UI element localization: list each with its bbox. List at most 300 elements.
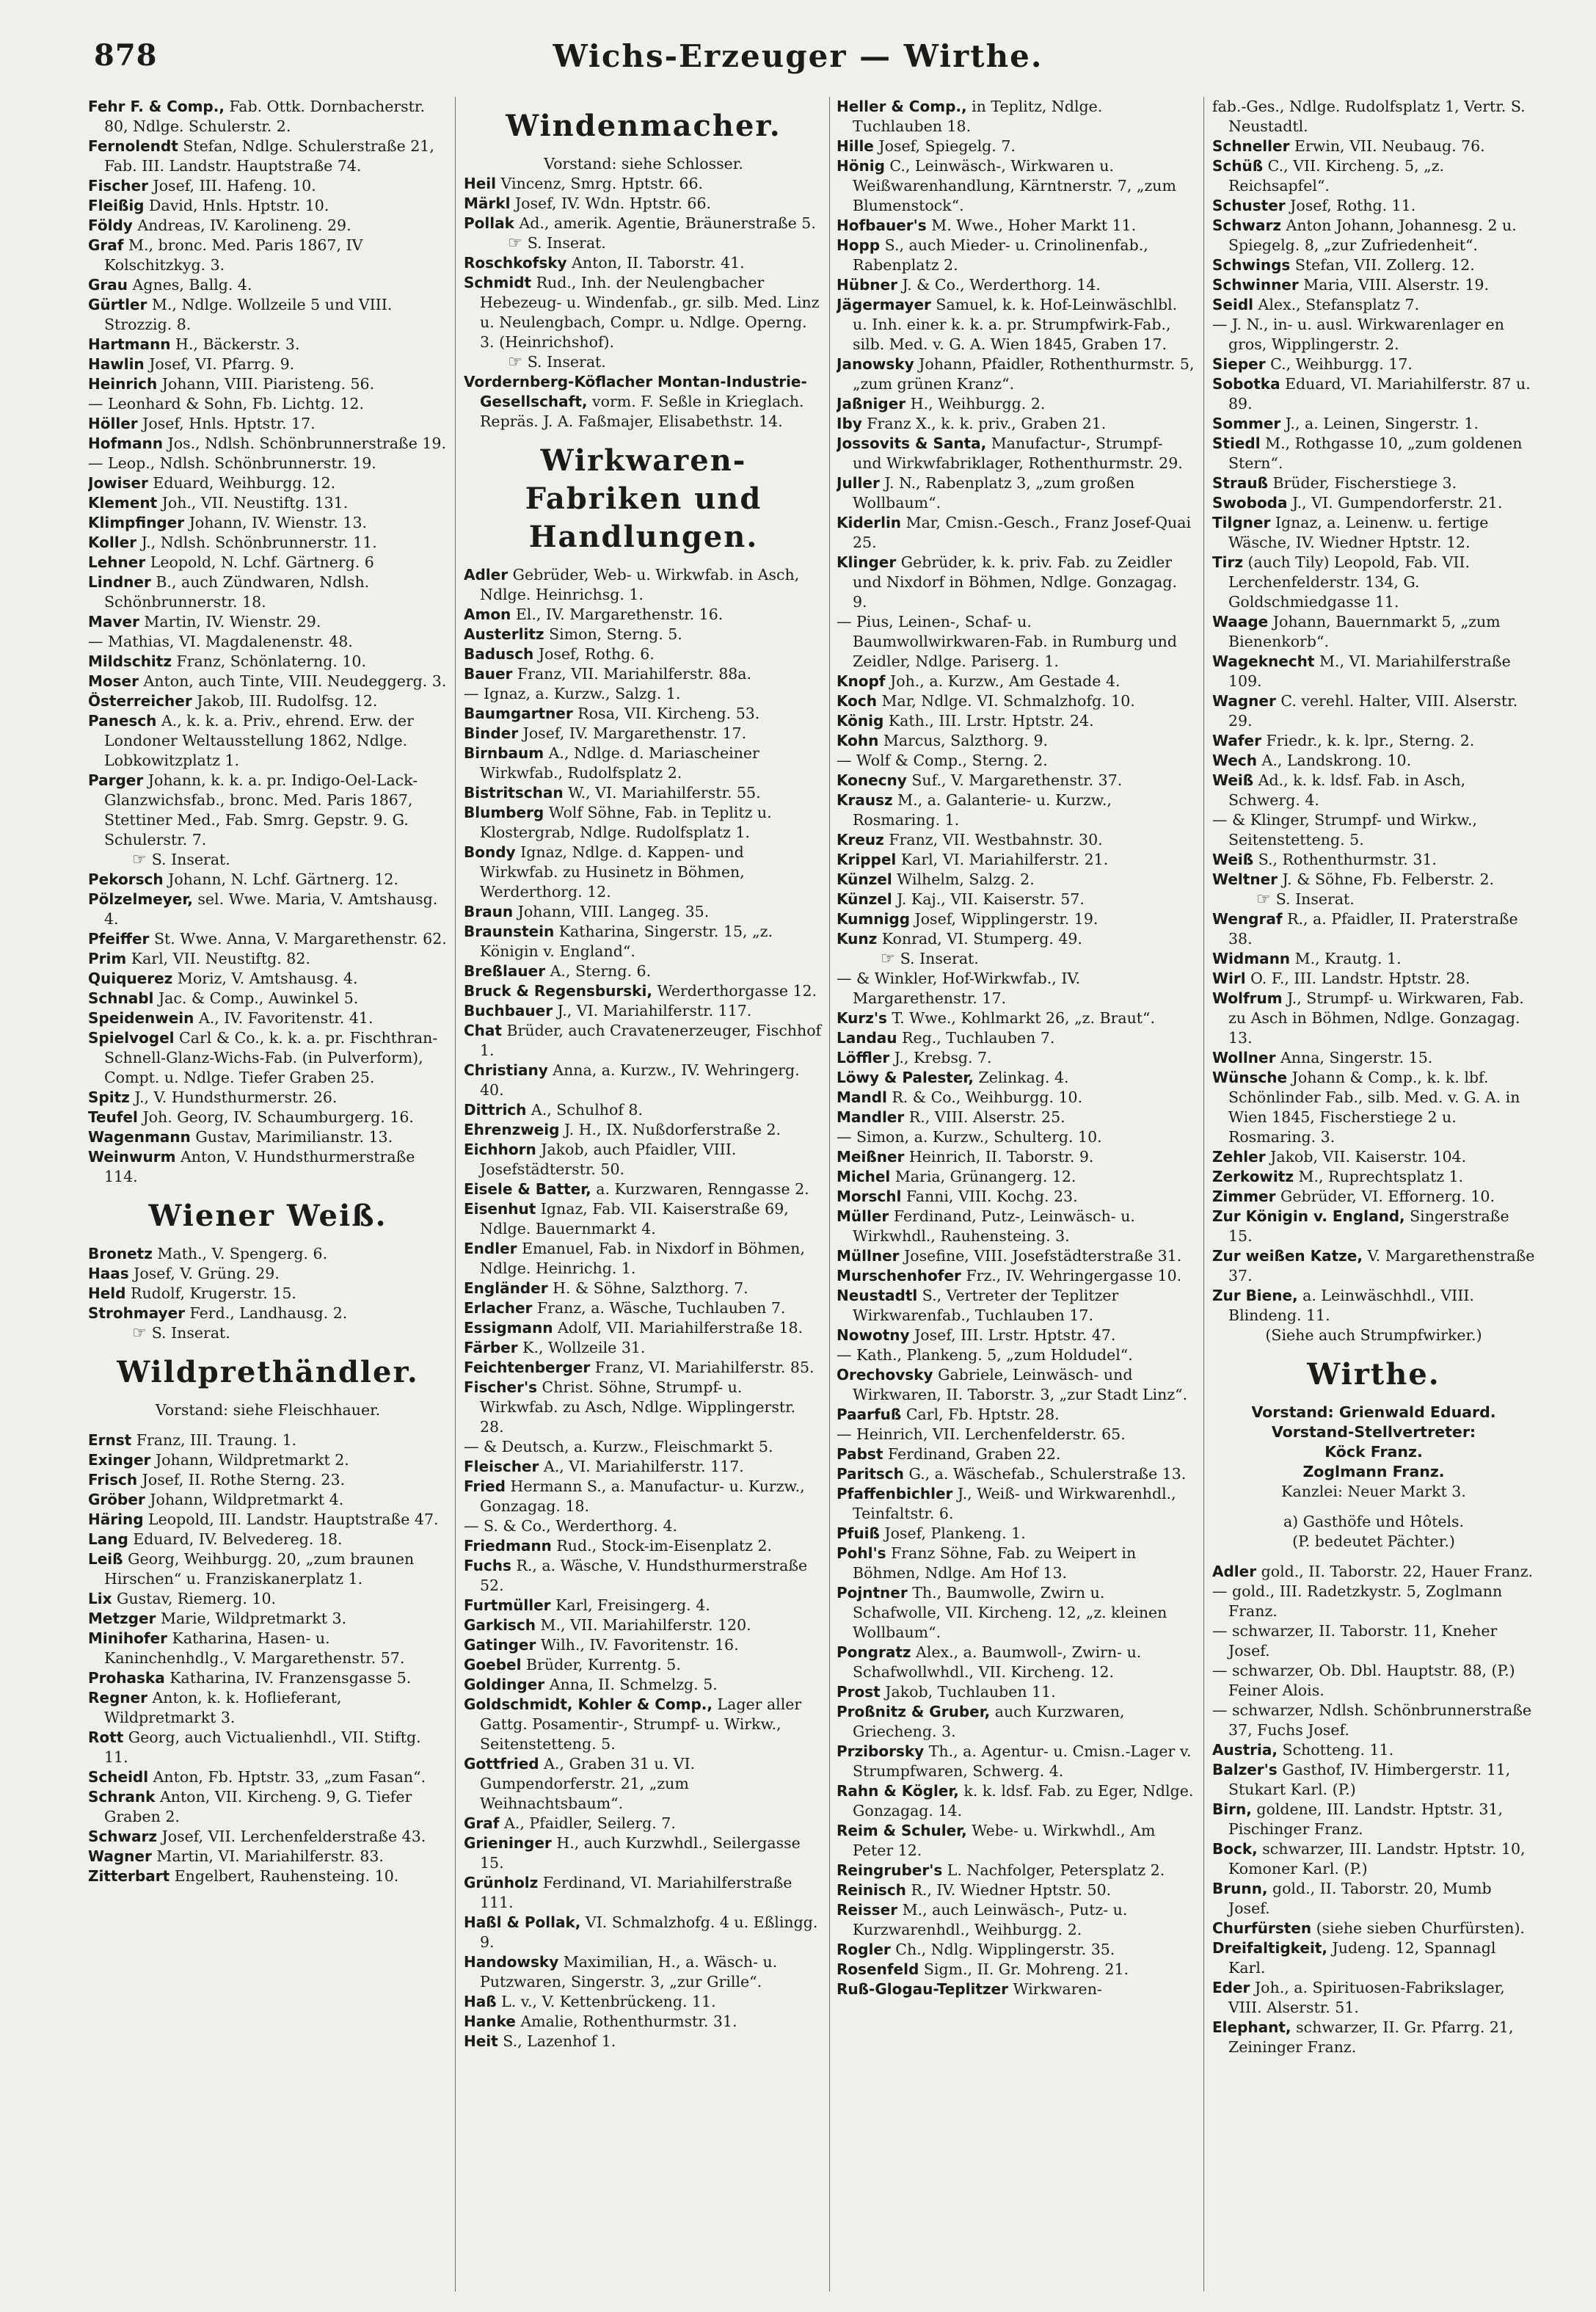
- directory-entry: [1212, 1760, 1535, 1800]
- entry-name: Fleischer: [464, 1458, 539, 1475]
- entry-name: Graf: [464, 1814, 500, 1832]
- section-subline: Kanzlei: Neuer Markt 3.: [1281, 1483, 1466, 1500]
- entry-name: Binder: [464, 724, 519, 742]
- directory-entry: [464, 744, 823, 783]
- entry-details: vorm. F. Seßle in Krieglach. Repräs. J. A. Faßmajer, Elisabethstr. 14.: [480, 393, 804, 430]
- entry-details: Andreas, IV. Karolineng. 29.: [137, 217, 351, 234]
- directory-entry: [88, 711, 448, 771]
- entry-name: Austerlitz: [464, 625, 544, 643]
- directory-entry: [1212, 295, 1535, 315]
- entry-details: — Mathias, VI. Magdalenenstr. 48.: [88, 633, 353, 650]
- directory-entry: [88, 434, 448, 454]
- entry-details: Wilh., IV. Favoritenstr. 16.: [540, 1636, 739, 1654]
- entry-details: Gabriele, Leinwäsch- und Wirkwaren, II. Taborstr. 3, „zur Stadt Linz“.: [853, 1366, 1188, 1403]
- entry-details: Stefan, VII. Zollerg. 12.: [1294, 256, 1475, 274]
- directory-entry: [464, 1833, 823, 1873]
- entry-details: Jakob, VII. Kaiserstr. 104.: [1270, 1148, 1467, 1166]
- column-rule: [455, 97, 456, 2291]
- entry-name: Pfaffenbichler: [837, 1485, 953, 1502]
- entry-name: Goldschmidt, Kohler & Comp.,: [464, 1695, 713, 1713]
- entry-details: Emanuel, Fab. in Nixdorf in Böhmen, Ndlge. Heinrichg. 1.: [480, 1240, 805, 1277]
- entry-name: Grünholz: [464, 1874, 539, 1891]
- column-2: [464, 97, 823, 2291]
- directory-entry: [837, 1980, 1196, 1999]
- entry-name: Krausz: [837, 791, 893, 809]
- directory-entry: [837, 1583, 1196, 1643]
- entry-details: Gustav, Riemerg. 10.: [117, 1590, 277, 1607]
- entry-details: J., Ndlsh. Schönbrunnerstr. 11.: [141, 534, 377, 551]
- entry-details: Georg, auch Victualienhdl., VII. Stiftg. 11.: [104, 1728, 421, 1766]
- directory-entry: [464, 1695, 823, 1754]
- entry-details: J. H., IX. Nußdorferstraße 2.: [564, 1121, 781, 1138]
- entry-details: — Kath., Plankeng. 5, „zum Holdudel“.: [837, 1346, 1133, 1364]
- directory-entry: [837, 1960, 1196, 1980]
- entry-details: Heinrich, II. Taborstr. 9.: [908, 1148, 1094, 1166]
- entry-details: Reg., Tuchlauben 7.: [902, 1029, 1055, 1047]
- entry-name: Pollak: [464, 214, 514, 232]
- entry-details: — schwarzer, II. Taborstr. 11, Kneher Josef.: [1212, 1622, 1498, 1660]
- entry-name: Rogler: [837, 1941, 891, 1958]
- entry-details: sel. Wwe. Maria, V. Amtshausg. 4.: [104, 890, 438, 928]
- directory-entry: [837, 1365, 1196, 1405]
- entry-details: Eduard, IV. Belvedereg. 18.: [133, 1530, 343, 1548]
- entry-details: J. N., Rabenplatz 3, „zum großen Wollbaum“.: [853, 474, 1135, 512]
- entry-details: Carl, Fb. Hptstr. 28.: [906, 1406, 1060, 1423]
- spacer: [88, 1420, 448, 1431]
- directory-entry: [88, 612, 448, 632]
- directory-entry: [464, 1477, 823, 1516]
- entry-details: Samuel, k. k. Hof-Leinwäschlbl. u. Inh. einer k. k. a. pr. Strumpfwirk-Fab., silb. Med. v. G. A. Wien 1845, Graben 17.: [853, 296, 1178, 353]
- directory-entry: [88, 1549, 448, 1589]
- entry-name: Schuster: [1212, 197, 1286, 214]
- directory-entry: [464, 684, 823, 704]
- entry-details: K., Wollzeile 31.: [522, 1339, 646, 1356]
- entry-name: Baumgartner: [464, 705, 573, 722]
- entry-details: J., VI. Mariahilferstr. 117.: [557, 1002, 752, 1019]
- entry-name: Landau: [837, 1029, 897, 1047]
- entry-details: Fanni, VIII. Kochg. 23.: [906, 1188, 1078, 1205]
- entry-details: Franz, VII. Mariahilferstr. 88a.: [517, 665, 752, 683]
- entry-details: M., Rothgasse 10, „zum goldenen Stern“.: [1228, 435, 1523, 472]
- directory-entry: [464, 1675, 823, 1695]
- entry-name: Wafer: [1212, 732, 1261, 749]
- entry-name: Lix: [88, 1590, 112, 1607]
- entry-name: Wageknecht: [1212, 652, 1315, 670]
- directory-entry: [1212, 1800, 1535, 1839]
- cross-reference-note: (Siehe auch Strumpfwirker.): [1265, 1326, 1482, 1344]
- entry-name: Schwings: [1212, 256, 1291, 274]
- directory-entry: [88, 1490, 448, 1510]
- entry-details: Jac. & Comp., Auwinkel 5.: [158, 989, 359, 1007]
- directory-entry: [1212, 1187, 1535, 1207]
- directory-entry: [1212, 216, 1535, 255]
- entry-details: Rud., Inh. der Neulengbacher Hebezeug- u. Windenfab., gr. silb. Med. Linz u. Neulengbach, Compr. u. Ndlge. Operng. 3. (Heinrichshof).: [480, 274, 820, 351]
- directory-entry: [464, 664, 823, 684]
- directory-entry: [464, 2012, 823, 2032]
- directory-entry: [88, 572, 448, 612]
- directory-entry: [837, 1207, 1196, 1246]
- entry-name: Zur Königin v. England,: [1212, 1207, 1405, 1225]
- entry-details: Franz, VII. Westbahnstr. 30.: [889, 831, 1103, 848]
- entry-details: — & Winkler, Hof-Wirkwfab., IV. Margarethenstr. 17.: [837, 970, 1081, 1007]
- entry-details: Konrad, VI. Stumperg. 49.: [881, 930, 1082, 948]
- directory-entry: [88, 275, 448, 295]
- entry-name: Spielvogel: [88, 1029, 175, 1047]
- entry-name: Rosenfeld: [837, 1960, 919, 1978]
- entry-name: Kurz's: [837, 1009, 887, 1027]
- directory-entry: [88, 414, 448, 434]
- entry-name: Pongratz: [837, 1643, 911, 1661]
- directory-entry: [88, 969, 448, 989]
- entry-details: schwarzer, II. Gr. Pfarrg. 21, Zeininger Franz.: [1228, 2018, 1514, 2056]
- directory-entry: [1212, 969, 1535, 989]
- entry-details: David, Hnls. Hptstr. 10.: [149, 197, 329, 214]
- page-header: [0, 0, 1596, 81]
- entry-name: Paritsch: [837, 1465, 904, 1483]
- directory-entry: [1212, 414, 1535, 434]
- entry-name: Knopf: [837, 672, 886, 690]
- entry-details: Adolf, VII. Mariahilferstraße 18.: [558, 1319, 804, 1337]
- entry-name: Klimpfinger: [88, 514, 185, 531]
- entry-details: Joh. Georg, IV. Schaumburgerg. 16.: [142, 1108, 414, 1126]
- directory-entry: [88, 1530, 448, 1549]
- entry-details: Josef, II. Rothe Sterng. 23.: [142, 1471, 346, 1488]
- entry-name: Klement: [88, 494, 158, 512]
- entry-details: C., VII. Kircheng. 5, „z. Reichsapfel“.: [1228, 157, 1445, 195]
- directory-entry: [464, 843, 823, 902]
- directory-entry: [88, 553, 448, 572]
- column-rule: [829, 97, 830, 2291]
- entry-details: a. Kurzwaren, Renngasse 2.: [596, 1180, 809, 1198]
- entry-name: Pojntner: [837, 1584, 908, 1602]
- entry-details: Sigm., II. Gr. Mohreng. 21.: [923, 1960, 1129, 1978]
- entry-details: Judeng. 12, Spannagl Karl.: [1228, 1939, 1496, 1977]
- directory-entry: [837, 394, 1196, 414]
- directory-entry: [88, 394, 448, 414]
- entry-details: Frz., IV. Wehringergasse 10.: [966, 1267, 1182, 1284]
- directory-entry: [88, 1767, 448, 1787]
- entry-name: Blumberg: [464, 804, 544, 821]
- entry-details: — & Klinger, Strumpf- und Wirkw., Seitenstetteng. 5.: [1212, 811, 1478, 848]
- entry-name: Heller & Comp.,: [837, 98, 967, 115]
- entry-details: M., Ruprechtsplatz 1.: [1298, 1168, 1464, 1185]
- directory-entry: [88, 295, 448, 335]
- entry-details: Josef, Rothg. 11.: [1290, 197, 1416, 214]
- directory-entry: [88, 355, 448, 374]
- directory-entry: [464, 565, 823, 605]
- directory-entry: [837, 1702, 1196, 1742]
- directory-entry: [837, 1167, 1196, 1187]
- entry-details: Ad., amerik. Agentie, Bräunerstraße 5.: [519, 214, 816, 232]
- directory-entry: [1212, 1740, 1535, 1760]
- entry-details: Anna, II. Schmelzg. 5.: [549, 1676, 718, 1693]
- directory-entry: [837, 216, 1196, 236]
- entry-details: Anton, V. Hundsthurmerstraße 114.: [104, 1148, 415, 1185]
- entry-name: Christiany: [464, 1061, 548, 1079]
- entry-details: Georg, Weihburgg. 20, „zum braunen Hirschen“ u. Franziskanerplatz 1.: [104, 1550, 415, 1588]
- directory-entry: [837, 870, 1196, 890]
- entry-details: Anton, auch Tinte, VIII. Neudeggerg. 3.: [143, 672, 447, 690]
- entry-name: Jowiser: [88, 474, 148, 492]
- directory-entry: [88, 513, 448, 533]
- entry-name: Zur Biene,: [1212, 1287, 1298, 1304]
- entry-name: Juller: [837, 474, 880, 492]
- directory-entry: [837, 1781, 1196, 1821]
- entry-name: Wagner: [1212, 692, 1276, 710]
- entry-details: Gustav, Marimilianstr. 13.: [195, 1128, 393, 1146]
- entry-name: Schwinner: [1212, 276, 1299, 294]
- directory-entry: [88, 1088, 448, 1108]
- directory-entry: [88, 929, 448, 949]
- directory-entry: [1212, 1978, 1535, 2018]
- entry-name: Heinrich: [88, 375, 158, 393]
- directory-entry: [1212, 1562, 1535, 1582]
- entry-details: gold., II. Taborstr. 20, Mumb Josef.: [1228, 1880, 1492, 1917]
- directory-entry: [837, 909, 1196, 929]
- entry-details: Josef, III. Hafeng. 10.: [153, 177, 316, 195]
- entry-name: Bronetz: [88, 1245, 153, 1262]
- entry-name: Friedmann: [464, 1537, 552, 1555]
- entry-name: Minihofer: [88, 1629, 167, 1647]
- directory-entry: [464, 1318, 823, 1338]
- entry-name: Wirl: [1212, 970, 1246, 987]
- entry-name: Pfeiffer: [88, 930, 150, 948]
- entry-details: H., Bäckerstr. 3.: [175, 335, 300, 353]
- entry-details: M., bronc. Med. Paris 1867, IV Kolschitzkyg. 3.: [104, 236, 363, 274]
- entry-details: Mar, Ndlge. VI. Schmalzhofg. 10.: [881, 692, 1135, 710]
- directory-entry: [837, 1108, 1196, 1127]
- directory-entry: [464, 1952, 823, 1992]
- directory-entry: [464, 1615, 823, 1635]
- directory-entry: [1212, 473, 1535, 493]
- directory-entry: [1212, 275, 1535, 295]
- spacer: [1212, 1552, 1535, 1562]
- directory-entry: [837, 1880, 1196, 1900]
- entry-name: Eichhorn: [464, 1141, 536, 1158]
- entry-name: Mandl: [837, 1088, 887, 1106]
- directory-entry: [1212, 1938, 1535, 1978]
- entry-name: Kumnigg: [837, 910, 910, 928]
- entry-details: — Heinrich, VII. Lerchenfelderstr. 65.: [837, 1425, 1126, 1443]
- directory-entry: [464, 1120, 823, 1140]
- entry-details: Martin, IV. Wienstr. 29.: [144, 613, 321, 630]
- entry-details: — & Deutsch, a. Kurzw., Fleischmarkt 5.: [464, 1438, 773, 1455]
- directory-entry: [837, 1068, 1196, 1088]
- directory-entry: [1212, 909, 1535, 949]
- entry-name: Grieninger: [464, 1834, 552, 1852]
- entry-name: Wengraf: [1212, 910, 1283, 928]
- entry-details: Joh., VII. Neustiftg. 131.: [161, 494, 349, 512]
- directory-entry: [1212, 1246, 1535, 1286]
- directory-entry: [1212, 315, 1535, 355]
- directory-entry: [1212, 1621, 1535, 1661]
- directory-entry: [1212, 374, 1535, 414]
- entry-name: Exinger: [88, 1451, 151, 1469]
- entry-name: Erlacher: [464, 1299, 533, 1317]
- entry-name: Hartmann: [88, 335, 171, 353]
- entry-details: O. F., III. Landstr. Hptstr. 28.: [1250, 970, 1471, 987]
- directory-entry: [837, 890, 1196, 909]
- entry-name: Bauer: [464, 665, 513, 683]
- directory-entry: [88, 1108, 448, 1127]
- entry-details: Rudolf, Krugerstr. 15.: [131, 1284, 296, 1302]
- entry-details: R., a. Pfaidler, II. Praterstraße 38.: [1228, 910, 1518, 948]
- entry-name: Sommer: [1212, 415, 1281, 432]
- entry-name: Swoboda: [1212, 494, 1288, 512]
- entry-details: R., a. Wäsche, V. Hundsthurmerstraße 52.: [480, 1557, 808, 1594]
- entry-details: — Ignaz, a. Kurzw., Salzg. 1.: [464, 685, 681, 702]
- directory-entry: [1212, 137, 1535, 156]
- entry-name: Held: [88, 1284, 126, 1302]
- entry-name: Brunn,: [1212, 1880, 1268, 1897]
- entry-name: Konecny: [837, 771, 907, 789]
- directory-entry: [837, 156, 1196, 216]
- entry-details: Stefan, Ndlge. Schulerstraße 21, Fab. III. Landstr. Hauptstraße 74.: [104, 137, 434, 175]
- directory-entry: [837, 1147, 1196, 1167]
- entry-details: Leopold, N. Lchf. Gärtnerg. 6: [150, 553, 374, 571]
- directory-entry: [464, 1001, 823, 1021]
- entry-name: Widmann: [1212, 950, 1291, 967]
- entry-name: Braunstein: [464, 923, 555, 940]
- entry-name: Gatinger: [464, 1636, 536, 1654]
- inserat-reference: ☞ S. Inserat.: [464, 233, 823, 253]
- directory-entry: [1212, 1147, 1535, 1167]
- entry-name: Kohn: [837, 732, 879, 749]
- directory-entry: [837, 969, 1196, 1008]
- directory-entry: [464, 1100, 823, 1120]
- entry-details: L. Nachfolger, Petersplatz 2.: [947, 1861, 1165, 1879]
- entry-name: Metzger: [88, 1610, 156, 1627]
- entry-details: Josef, Spiegelg. 7.: [878, 137, 1016, 155]
- entry-name: Schwarz: [1212, 217, 1281, 234]
- directory-entry: [1212, 156, 1535, 196]
- entry-name: Mandler: [837, 1108, 905, 1126]
- directory-entry: [1212, 731, 1535, 751]
- entry-name: Bruck & Regensburski,: [464, 982, 652, 1000]
- directory-entry: [88, 691, 448, 711]
- entry-name: Pölzelmeyer,: [88, 890, 193, 908]
- directory-entry: [837, 355, 1196, 394]
- entry-name: Amon: [464, 606, 511, 623]
- directory-entry: [1212, 652, 1535, 691]
- directory-entry: [1212, 1167, 1535, 1187]
- directory-entry: [464, 1635, 823, 1655]
- entry-name: Janowsky: [837, 355, 914, 373]
- entry-name: Rott: [88, 1728, 124, 1746]
- entry-name: Haß: [464, 1993, 497, 2010]
- directory-entry: [464, 1061, 823, 1100]
- directory-entry: [464, 1298, 823, 1318]
- directory-entry: [1212, 196, 1535, 216]
- entry-name: Wolfrum: [1212, 989, 1283, 1007]
- entry-details: J., Strumpf- u. Wirkwaren, Fab. zu Asch in Böhmen, Ndlge. Gonzagag. 13.: [1228, 989, 1524, 1047]
- directory-entry: [1212, 1286, 1535, 1326]
- entry-name: Sobotka: [1212, 375, 1280, 393]
- column-1: [88, 97, 448, 2291]
- running-title: Wichs-Erzeuger — Wirthe.: [553, 38, 1043, 74]
- entry-details: Franz X., k. k. priv., Graben 21.: [867, 415, 1107, 432]
- directory-entry: [837, 1861, 1196, 1880]
- entry-name: Fehr F. & Comp.,: [88, 98, 225, 115]
- entry-details: Zelinkag. 4.: [978, 1069, 1069, 1086]
- directory-entry: [88, 632, 448, 652]
- entry-name: Churfürsten: [1212, 1919, 1312, 1937]
- entry-details: Johann, VIII. Piaristeng. 56.: [161, 375, 375, 393]
- entry-details: — schwarzer, Ob. Dbl. Hauptstr. 88, (P.) Feiner Alois.: [1212, 1662, 1515, 1699]
- entry-name: Prim: [88, 950, 127, 967]
- entry-name: Elephant,: [1212, 2018, 1291, 2036]
- entry-name: Feichtenberger: [464, 1359, 591, 1376]
- entry-name: Kiderlin: [837, 514, 902, 531]
- entry-name: Frisch: [88, 1471, 138, 1488]
- directory-entry: [1212, 1207, 1535, 1246]
- directory-entry: [837, 711, 1196, 731]
- entry-name: Birnbaum: [464, 744, 544, 762]
- entry-details: Webe- u. Wirkwhdl., Am Peter 12.: [853, 1822, 1156, 1859]
- directory-entry: [88, 1127, 448, 1147]
- directory-entry: [837, 830, 1196, 850]
- entry-details: Jakob, III. Rudolfsg. 12.: [197, 692, 378, 710]
- entry-details: Moriz, V. Amtshausg. 4.: [177, 970, 358, 987]
- section-subline: Vorstand: siehe Schlosser.: [544, 155, 743, 172]
- entry-name: Prziborsky: [837, 1742, 925, 1760]
- entry-details: Jakob, Tuchlauben 11.: [885, 1683, 1056, 1701]
- directory-entry: [88, 196, 448, 216]
- directory-entry: [1212, 553, 1535, 612]
- directory-entry: [464, 1140, 823, 1179]
- entry-name: Bistritschan: [464, 784, 564, 801]
- entry-details: Anna, Singerstr. 15.: [1280, 1049, 1433, 1066]
- entry-name: Furtmüller: [464, 1596, 551, 1614]
- entry-name: Goldinger: [464, 1676, 545, 1693]
- entry-details: Karl, VI. Mariahilferstr. 21.: [900, 851, 1109, 868]
- directory-entry: [837, 97, 1196, 137]
- directory-entry: [88, 1589, 448, 1609]
- entry-name: Adler: [1212, 1563, 1257, 1580]
- entry-details: Josef, Hnls. Hptstr. 17.: [142, 415, 316, 432]
- entry-name: Zur weißen Katze,: [1212, 1247, 1363, 1265]
- directory-entry: [88, 216, 448, 236]
- directory-entry: [1212, 1839, 1535, 1879]
- entry-name: Hawlin: [88, 355, 145, 373]
- entry-details: Gebrüder, k. k. priv. Fab. zu Zeidler und Nixdorf in Böhmen, Ndlge. Gonzagag. 9.: [853, 553, 1177, 611]
- entry-details: Johann, Wildpretmarkt 4.: [150, 1491, 344, 1508]
- entry-details: Joh., a. Kurzw., Am Gestade 4.: [890, 672, 1121, 690]
- entry-name: Fernolendt: [88, 137, 178, 155]
- directory-entry: [88, 1304, 448, 1323]
- entry-name: Stiedl: [1212, 435, 1261, 452]
- entry-details: Christ. Söhne, Strumpf- u. Wirkwfab. zu Asch, Ndlge. Wipplingerstr. 28.: [480, 1378, 796, 1436]
- entry-details: — Leonhard & Sohn, Fb. Lichtg. 12.: [88, 395, 364, 412]
- directory-entry: [464, 372, 823, 432]
- directory-entry: [1212, 870, 1535, 890]
- entry-details: Gasthof, IV. Himbergerstr. 11, Stukart Karl. (P.): [1228, 1761, 1511, 1798]
- entry-details: Josef, V. Grüng. 29.: [134, 1265, 280, 1282]
- entry-details: R. & Co., Weihburgg. 10.: [892, 1088, 1083, 1106]
- directory-entry: [88, 97, 448, 137]
- directory-entry: [464, 2032, 823, 2051]
- entry-details: Suf., V. Margarethenstr. 37.: [911, 771, 1123, 789]
- directory-entry: [464, 1457, 823, 1477]
- entry-name: Scheidl: [88, 1768, 149, 1786]
- section-subline: Zoglmann Franz.: [1302, 1463, 1445, 1480]
- entry-details: Katharina, IV. Franzensgasse 5.: [170, 1669, 412, 1687]
- entry-details: M., a. Galanterie- u. Kurzw., Rosmaring. 1.: [853, 791, 1112, 829]
- directory-entry: [464, 1596, 823, 1615]
- entry-name: Mildschitz: [88, 652, 172, 670]
- directory-entry: [837, 1008, 1196, 1028]
- directory-entry: [88, 890, 448, 929]
